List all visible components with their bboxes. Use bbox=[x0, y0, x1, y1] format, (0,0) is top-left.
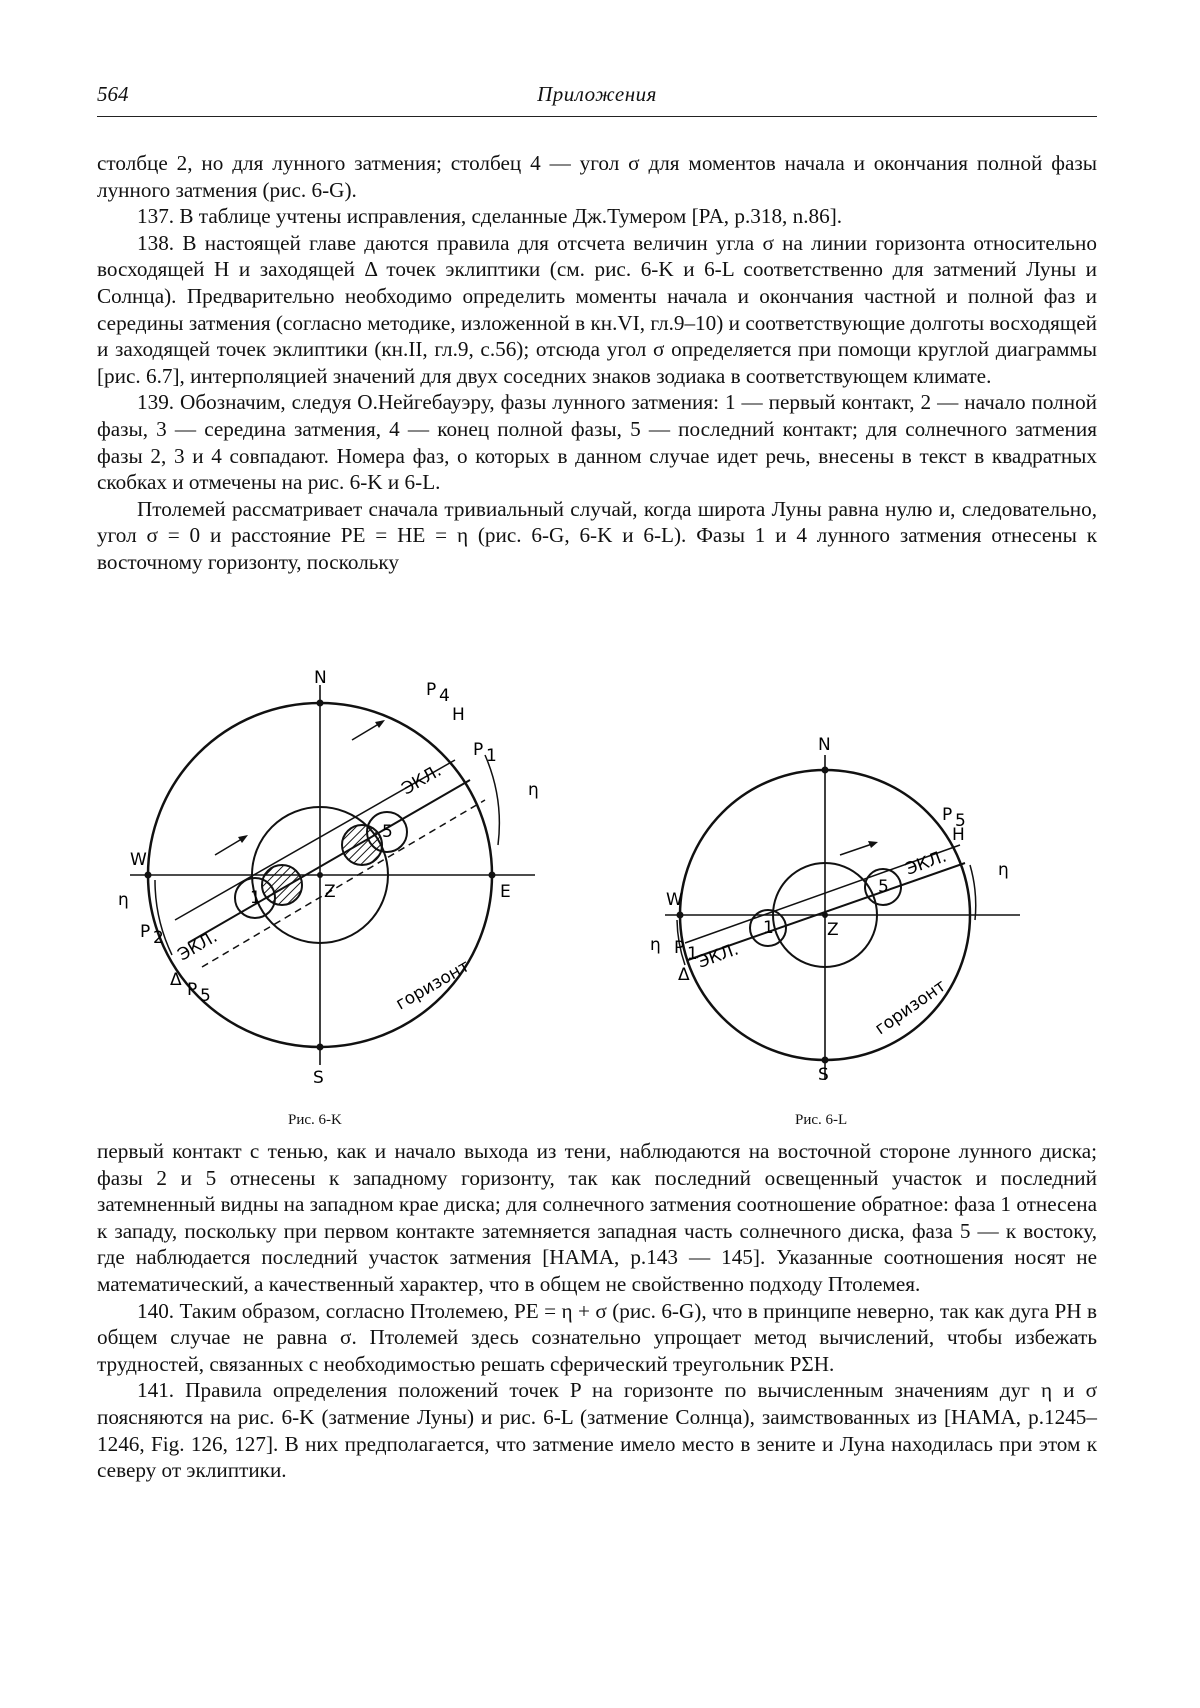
label-ecl-upper: ЭКЛ. bbox=[398, 760, 445, 800]
label-delta: Δ bbox=[170, 970, 182, 990]
label-eta-left: η bbox=[650, 935, 661, 955]
label-s: S bbox=[313, 1068, 324, 1088]
label-p4-sub: 4 bbox=[439, 686, 450, 706]
label-n: N bbox=[818, 735, 831, 755]
label-p5-sub: 5 bbox=[955, 811, 966, 831]
label-phase1: 1 bbox=[250, 888, 261, 908]
label-phase1: 1 bbox=[763, 918, 774, 938]
moon-phase4-disc bbox=[342, 825, 382, 865]
dashed-line bbox=[202, 800, 485, 967]
label-p5-sub: 5 bbox=[200, 986, 211, 1006]
label-p2-sub: 2 bbox=[153, 928, 164, 948]
page-number: 564 bbox=[97, 82, 129, 106]
label-horizon: горизонт bbox=[392, 956, 474, 1015]
label-p1-sub: 1 bbox=[486, 746, 497, 766]
label-eta-left: η bbox=[118, 890, 129, 910]
moon-phase2-disc bbox=[262, 865, 302, 905]
label-e: E bbox=[500, 882, 511, 902]
label-eta-right: η bbox=[528, 780, 539, 800]
label-delta: Δ bbox=[678, 965, 690, 985]
label-p1: P bbox=[674, 938, 685, 958]
page-header bbox=[97, 82, 1097, 117]
paragraph: столбце 2, но для лунного затмения; столбец 4 — угол σ для моментов начала и окончания полной фазы лунного затмения (рис. 6-G). bbox=[97, 151, 1097, 202]
label-w: W bbox=[666, 890, 683, 910]
label-phase5: 5 bbox=[382, 822, 393, 842]
label-p4: P bbox=[426, 680, 437, 700]
label-h: H bbox=[952, 825, 965, 845]
figure-6k-diagram bbox=[110, 665, 570, 1115]
label-p1-sub: 1 bbox=[687, 944, 698, 964]
bottom-text-block bbox=[97, 1138, 1097, 1484]
paragraph: Птолемей рассматривает сначала тривиальный случай, когда широта Луны равна нулю и, следовательно, угол σ = 0 и расстояние PE = HE = η (рис. 6-G, 6-K и 6-L). Фазы 1 и 4 лунного затмения отнесены к восточному горизонту, поскольку bbox=[97, 496, 1097, 574]
label-ecl-lower: ЭКЛ. bbox=[174, 926, 221, 966]
label-horizon: горизонт bbox=[871, 975, 950, 1040]
label-n: N bbox=[314, 668, 327, 688]
label-w: W bbox=[130, 850, 147, 870]
label-ecl-lower: ЭКЛ. bbox=[694, 939, 742, 973]
running-title: Приложения bbox=[537, 82, 657, 106]
paragraph: 140. Таким образом, согласно Птолемею, PE = η + σ (рис. 6-G), что в принципе неверно, так как дуга PH в общем случае не равна σ. Птолемей здесь сознательно упрощает метод вычислений, чтобы избежать трудностей, связанных с необходимостью решать сферический треугольник PΣH. bbox=[97, 1298, 1097, 1376]
label-ecl-upper: ЭКЛ. bbox=[902, 846, 950, 880]
label-p5: P bbox=[187, 980, 198, 1000]
figure-6l bbox=[630, 735, 1050, 1115]
figure-6k-caption: Рис. 6-K bbox=[288, 1112, 342, 1128]
paragraph: 137. В таблице учтены исправления, сделанные Дж.Тумером [PA, p.318, n.86]. bbox=[137, 204, 843, 229]
label-phase5: 5 bbox=[878, 877, 889, 897]
label-p2: P bbox=[140, 922, 151, 942]
label-p5: P bbox=[942, 805, 953, 825]
paragraph: 139. Обозначим, следуя О.Нейгебауэру, фазы лунного затмения: 1 — первый контакт, 2 — начало полной фазы, 3 — середина затмения, 4 — конец полной фазы, 5 — последний контакт; для солнечного затмения фазы 2, 3 и 4 совпадают. Номера фаз, о которых в данном случае идет речь, внесены в текст в квадратных скобках и отмечены на рис. 6-K и 6-L. bbox=[97, 390, 1097, 495]
figure-6l-diagram bbox=[630, 735, 1050, 1115]
label-z: Z bbox=[827, 920, 839, 940]
ecliptic-line bbox=[188, 780, 470, 943]
label-p1: P bbox=[473, 740, 484, 760]
top-text-block bbox=[97, 150, 1097, 576]
label-eta-right: η bbox=[998, 860, 1009, 880]
figure-6l-caption: Рис. 6-L bbox=[795, 1112, 848, 1128]
label-s: S bbox=[818, 1065, 829, 1085]
paragraph: 141. Правила определения положений точек P на горизонте по вычисленным значениям дуг η и σ поясняются на рис. 6-K (затмение Луны) и рис. 6-L (затмение Солнца), заимствованных из [HAMA, p.1245–1246, Fig. 126, 127]. В них предполагается, что затмение имело место в зените и Луна находилась при этом к северу от эклиптики. bbox=[97, 1378, 1097, 1483]
label-z: Z bbox=[324, 882, 336, 902]
label-h: H bbox=[452, 705, 465, 725]
figure-6k bbox=[110, 665, 570, 1115]
paragraph: 138. В настоящей главе даются правила для отсчета величин угла σ на линии горизонта относительно восходящей H и заходящей Δ точек эклиптики (см. рис. 6-K и 6-L соответственно для затмений Луны и Солнца). Предварительно необходимо определить моменты начала и окончания частной и полной фаз и середины затмения (согласно методике, изложенной в кн.VI, гл.9–10) и соответствующие долготы восходящей и заходящей точек эклиптики (кн.II, гл.9, с.56); отсюда угол σ определяется при помощи круглой диаграммы [рис. 6.7], интерполяцией значений для двух соседних знаков зодиака в соответствующем климате. bbox=[97, 230, 1097, 388]
paragraph: первый контакт с тенью, как и начало выхода из тени, наблюдаются на восточной стороне лунного диска; фазы 2 и 5 отнесены к западному горизонту, так как последний освещенный участок и последний затемненный видны на западном крае диска; для солнечного затмения соотношение обратное: фаза 1 отнесена к западу, поскольку при первом контакте затемняется западная часть солнечного диска, фаза 5 — к востоку, где наблюдается последний участок затмения [HAMA, p.143 — 145]. Указанные соотношения носят не математический, а качественный характер, что в общем не свойственно подходу Птолемея. bbox=[97, 1139, 1097, 1296]
